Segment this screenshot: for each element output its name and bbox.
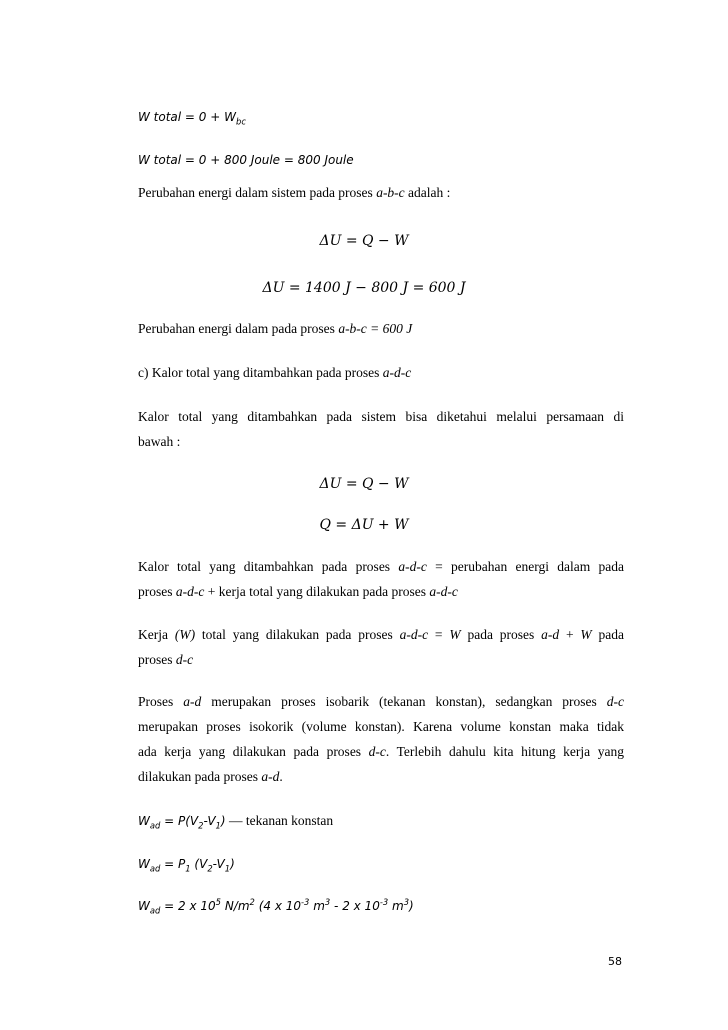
paragraph-work-line1: Kerja (W) total yang dilakukan pada proses a-d-c = W pada proses a-d + W pada [138,627,624,642]
page-number: 58 [608,955,622,968]
work-total-line: W total = $0 + W_{bc}$ [138,110,246,127]
equation-energy-value: ΔU = 1400 J − 800 J = 600 J [262,280,466,296]
formula-work-ad: $W_{ad} = P(V_2-V_1)$ — tekanan konstan [138,813,334,831]
work-total-value-line: W total = 0 + 800 Joule = 800 Joule [138,153,354,167]
paragraph-heat-total-line2: bawah : [138,434,181,449]
paragraph-heat-line2: proses a-d-c + kerja total yang dilakukan pada proses a-d-c [138,584,458,599]
paragraph-process-line4: dilakukan pada proses a-d. [138,769,283,784]
energy-change-intro: Perubahan energi dalam sistem pada proses a-b-c adalah : [138,185,451,200]
energy-change-result: Perubahan energi dalam pada proses a-b-c = 600 J [138,321,413,336]
formula-work-ad-values: $W_{ad} = 2$ x $10^5$ $N/m^2$ (4 x $10^{-3}$ $m^3 - 2$ x $10^{-3}$ $m^3$) [138,897,414,916]
equation-heat: Q = ΔU + W [319,517,409,533]
paragraph-heat-line1: Kalor total yang ditambahkan pada proses a-d-c = perubahan energi dalam pada [138,559,624,574]
paragraph-process-line1: Proses a-d merupakan proses isobarik (tekanan konstan), sedangkan proses d-c [138,694,624,709]
paragraph-work-line2: proses d-c [138,652,194,667]
equation-first-law: ΔU = Q − W [319,233,409,249]
paragraph-heat-total-line1: Kalor total yang ditambahkan pada sistem bisa diketahui melalui persamaan di [138,409,624,424]
equation-first-law-2: ΔU = Q − W [319,476,409,492]
formula-work-ad-p1: $W_{ad} = P_1$ $(V_2-V_1)$ [138,857,235,874]
section-heading-c: c) Kalor total yang ditambahkan pada proses a-d-c [138,365,412,380]
paragraph-process-line2: merupakan proses isokorik (volume konstan). Karena volume konstan maka tidak [138,719,624,734]
paragraph-process-line3: ada kerja yang dilakukan pada proses d-c. Terlebih dahulu kita hitung kerja yang [138,744,624,759]
